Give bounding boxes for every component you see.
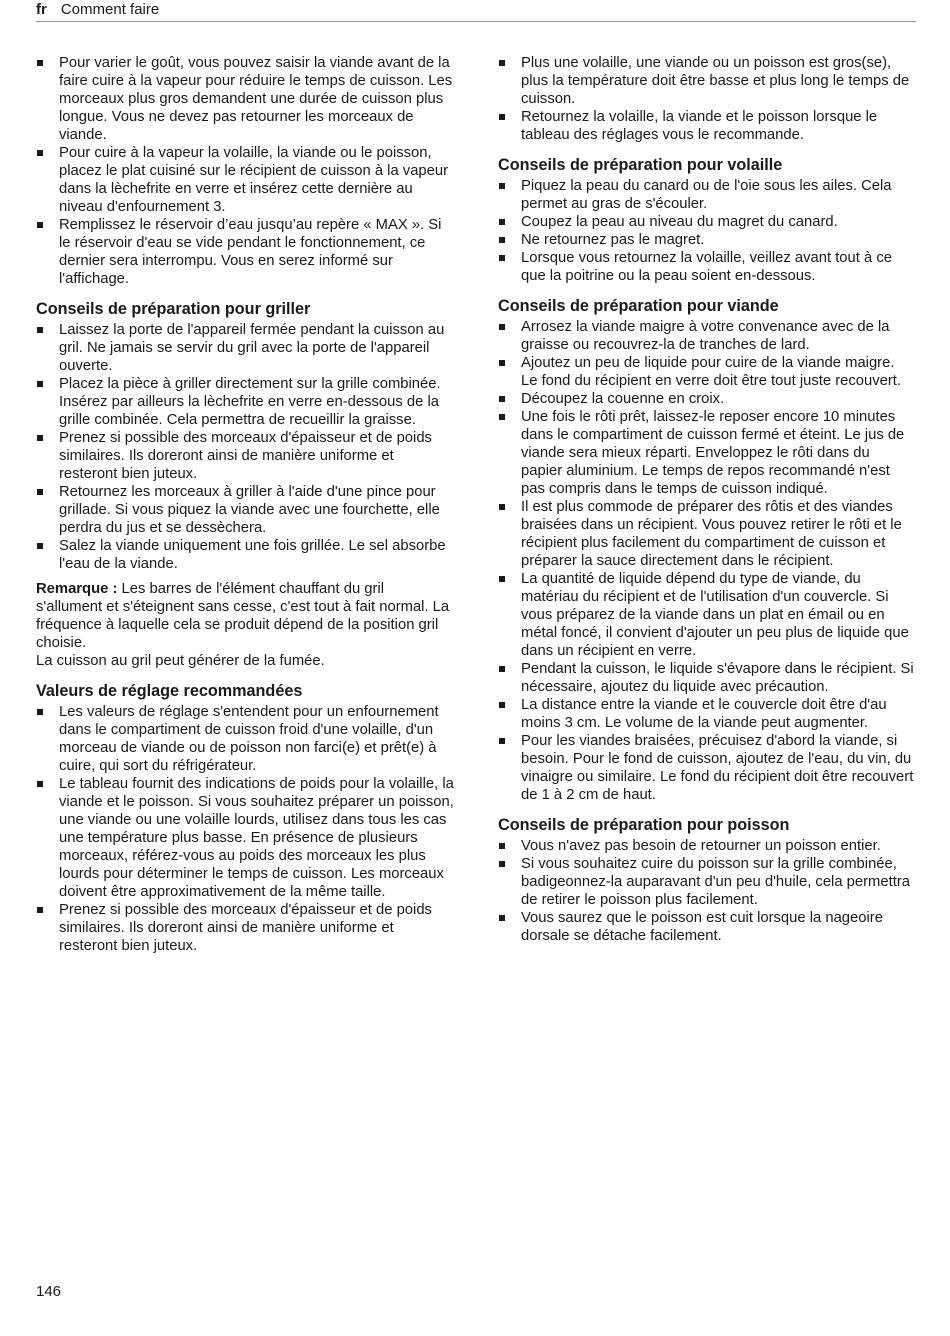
bullet-square-icon	[499, 915, 505, 921]
remark-label: Remarque :	[36, 581, 118, 597]
bullet-square-icon	[499, 219, 505, 225]
bullet-square-icon	[499, 324, 505, 330]
bullet-square-icon	[499, 702, 505, 708]
list-item: Prenez si possible des morceaux d'épaisseur et de poids similaires. Ils doreront ainsi de manière uniforme et resteront bien juteux.	[36, 429, 454, 483]
settings-list	[36, 703, 454, 955]
page-header	[36, 0, 159, 20]
list-item: Pour cuire à la vapeur la volaille, la viande ou le poisson, placez le plat cuisiné sur le récipient de cuisson à la vapeur dans la lèchefrite en verre et insérez cette dernière au niveau d'enfournement 3.	[36, 144, 454, 216]
bullet-square-icon	[37, 60, 43, 66]
list-item: Retournez la volaille, la viande et le poisson lorsque le tableau des réglages vous le recommande.	[498, 108, 914, 144]
list-item: Remplissez le réservoir d’eau jusqu’au repère « MAX ». Si le réservoir d'eau se vide pendant le fonctionnement, ce dernier sera interrompu. Vous en serez informé sur l'affichage.	[36, 216, 454, 288]
list-item: Prenez si possible des morceaux d'épaisseur et de poids similaires. Ils doreront ainsi de manière uniforme et resteront bien juteux.	[36, 901, 454, 955]
list-item: Pour les viandes braisées, précuisez d'abord la viande, si besoin. Pour le fond de cuisson, ajoutez de l'eau, du vin, du vinaigre ou similaire. Le fond du récipient doit être recouvert de 1 à 2 cm de haut.	[498, 732, 914, 804]
bullet-square-icon	[499, 843, 505, 849]
list-item: La distance entre la viande et le couvercle doit être d'au moins 3 cm. Le volume de la viande peut augmenter.	[498, 696, 914, 732]
header-divider	[36, 21, 916, 22]
list-item: Pendant la cuisson, le liquide s'évapore dans le récipient. Si nécessaire, ajoutez du liquide avec précaution.	[498, 660, 914, 696]
settings-heading: Valeurs de réglage recommandées	[36, 682, 303, 700]
bullet-square-icon	[499, 738, 505, 744]
bullet-square-icon	[499, 60, 505, 66]
list-item: Il est plus commode de préparer des rôtis et des viandes braisées dans un récipient. Vous pouvez retirer le rôti et le récipient plus facilement du compartiment de cuisson et préparer la sauce directement dans le récipient.	[498, 498, 914, 570]
fish-heading: Conseils de préparation pour poisson	[498, 816, 790, 834]
bullet-square-icon	[37, 489, 43, 495]
intro-list-left	[36, 54, 454, 288]
section-title: Comment faire	[60, 1, 160, 18]
bullet-square-icon	[37, 222, 43, 228]
list-item: Plus une volaille, une viande ou un poisson est gros(se), plus la température doit être basse et plus long le temps de cuisson.	[498, 54, 914, 108]
list-item: Ne retournez pas le magret.	[498, 231, 914, 249]
list-item: Vous n'avez pas besoin de retourner un poisson entier.	[498, 837, 914, 855]
bullet-square-icon	[37, 543, 43, 549]
list-item: Laissez la porte de l'appareil fermée pendant la cuisson au gril. Ne jamais se servir du gril avec la porte de l'appareil ouverte.	[36, 321, 454, 375]
bullet-square-icon	[499, 576, 505, 582]
list-item: La quantité de liquide dépend du type de viande, du matériau du récipient et de l'utilisation d'un couvercle. Si vous préparez de la viande dans un plat en émail ou en métal foncé, il convient d'ajouter un peu plus de liquide que dans un récipient en verre.	[498, 570, 914, 660]
fish-list	[498, 837, 914, 945]
bullet-square-icon	[499, 360, 505, 366]
grill-heading: Conseils de préparation pour griller	[36, 300, 311, 318]
poultry-list	[498, 177, 914, 285]
grill-list	[36, 321, 454, 573]
list-item: Si vous souhaitez cuire du poisson sur la grille combinée, badigeonnez-la auparavant d'un peu d'huile, cela permettra de retirer le poisson plus facilement.	[498, 855, 914, 909]
left-column	[36, 54, 454, 955]
bullet-square-icon	[499, 183, 505, 189]
bullet-square-icon	[499, 666, 505, 672]
list-item: Arrosez la viande maigre à votre convenance avec de la graisse ou recouvrez-la de tranches de lard.	[498, 318, 914, 354]
remark-text: Les barres de l'élément chauffant du gril s'allument et s'éteignent sans cesse, c'est tout à fait normal. La fréquence à laquelle cela se produit dépend de la position gril choisie.	[36, 581, 450, 651]
bullet-square-icon	[37, 327, 43, 333]
bullet-square-icon	[37, 781, 43, 787]
list-item: Les valeurs de réglage s'entendent pour un enfournement dans le compartiment de cuisson froid d'une volaille, d'un morceau de viande ou de poisson non farci(e) et prêt(e) à cuire, qui sort du réfrigérateur.	[36, 703, 454, 775]
bullet-square-icon	[499, 237, 505, 243]
bullet-square-icon	[499, 255, 505, 261]
bullet-square-icon	[499, 504, 505, 510]
list-item: Ajoutez un peu de liquide pour cuire de la viande maigre. Le fond du récipient en verre doit être tout juste recouvert.	[498, 354, 914, 390]
list-item: Le tableau fournit des indications de poids pour la volaille, la viande et le poisson. Si vous souhaitez préparer un poisson, une viande ou une volaille lourds, utilisez dans tous les cas une température plus basse. En présence de plusieurs morceaux, référez-vous au poids des morceaux les plus lourds pour déterminer le temps de cuisson. Les morceaux doivent être approximativement de la même taille.	[36, 775, 454, 901]
page-number: 146	[36, 1283, 62, 1300]
intro-list-right	[498, 54, 914, 144]
meat-list	[498, 318, 914, 804]
remark-paragraph	[36, 580, 454, 652]
list-item: Pour varier le goût, vous pouvez saisir la viande avant de la faire cuire à la vapeur pour réduire le temps de cuisson. Les morceaux plus gros demandent une durée de cuisson plus longue. Vous ne devez pas retourner les morceaux de viande.	[36, 54, 454, 144]
remark-smoke-text: La cuisson au gril peut générer de la fumée.	[36, 653, 325, 669]
meat-heading: Conseils de préparation pour viande	[498, 297, 779, 315]
bullet-square-icon	[499, 396, 505, 402]
language-code: fr	[36, 1, 47, 18]
list-item: Vous saurez que le poisson est cuit lorsque la nageoire dorsale se détache facilement.	[498, 909, 914, 945]
bullet-square-icon	[499, 114, 505, 120]
list-item: Découpez la couenne en croix.	[498, 390, 914, 408]
list-item: Lorsque vous retournez la volaille, veillez avant tout à ce que la poitrine ou la peau soient en-dessous.	[498, 249, 914, 285]
list-item: Placez la pièce à griller directement sur la grille combinée. Insérez par ailleurs la lèchefrite en verre en-dessous de la grille combinée. Cela permettra de recueillir la graisse.	[36, 375, 454, 429]
right-column	[498, 54, 914, 945]
bullet-square-icon	[499, 414, 505, 420]
list-item: Retournez les morceaux à griller à l'aide d'une pince pour grillade. Si vous piquez la viande avec une fourchette, elle perdra du jus et se dessèchera.	[36, 483, 454, 537]
list-item: Coupez la peau au niveau du magret du canard.	[498, 213, 914, 231]
bullet-square-icon	[37, 907, 43, 913]
poultry-heading: Conseils de préparation pour volaille	[498, 156, 783, 174]
bullet-square-icon	[37, 435, 43, 441]
list-item: Salez la viande uniquement une fois grillée. Le sel absorbe l'eau de la viande.	[36, 537, 454, 573]
bullet-square-icon	[37, 381, 43, 387]
bullet-square-icon	[37, 709, 43, 715]
bullet-square-icon	[37, 150, 43, 156]
bullet-square-icon	[499, 861, 505, 867]
list-item: Piquez la peau du canard ou de l'oie sous les ailes. Cela permet au gras de s'écouler.	[498, 177, 914, 213]
list-item: Une fois le rôti prêt, laissez-le reposer encore 10 minutes dans le compartiment de cuisson fermé et éteint. Le jus de viande sera mieux réparti. Enveloppez le rôti dans du papier aluminium. Le temps de repos recommandé n'est pas compris dans le temps de cuisson indiqué.	[498, 408, 914, 498]
